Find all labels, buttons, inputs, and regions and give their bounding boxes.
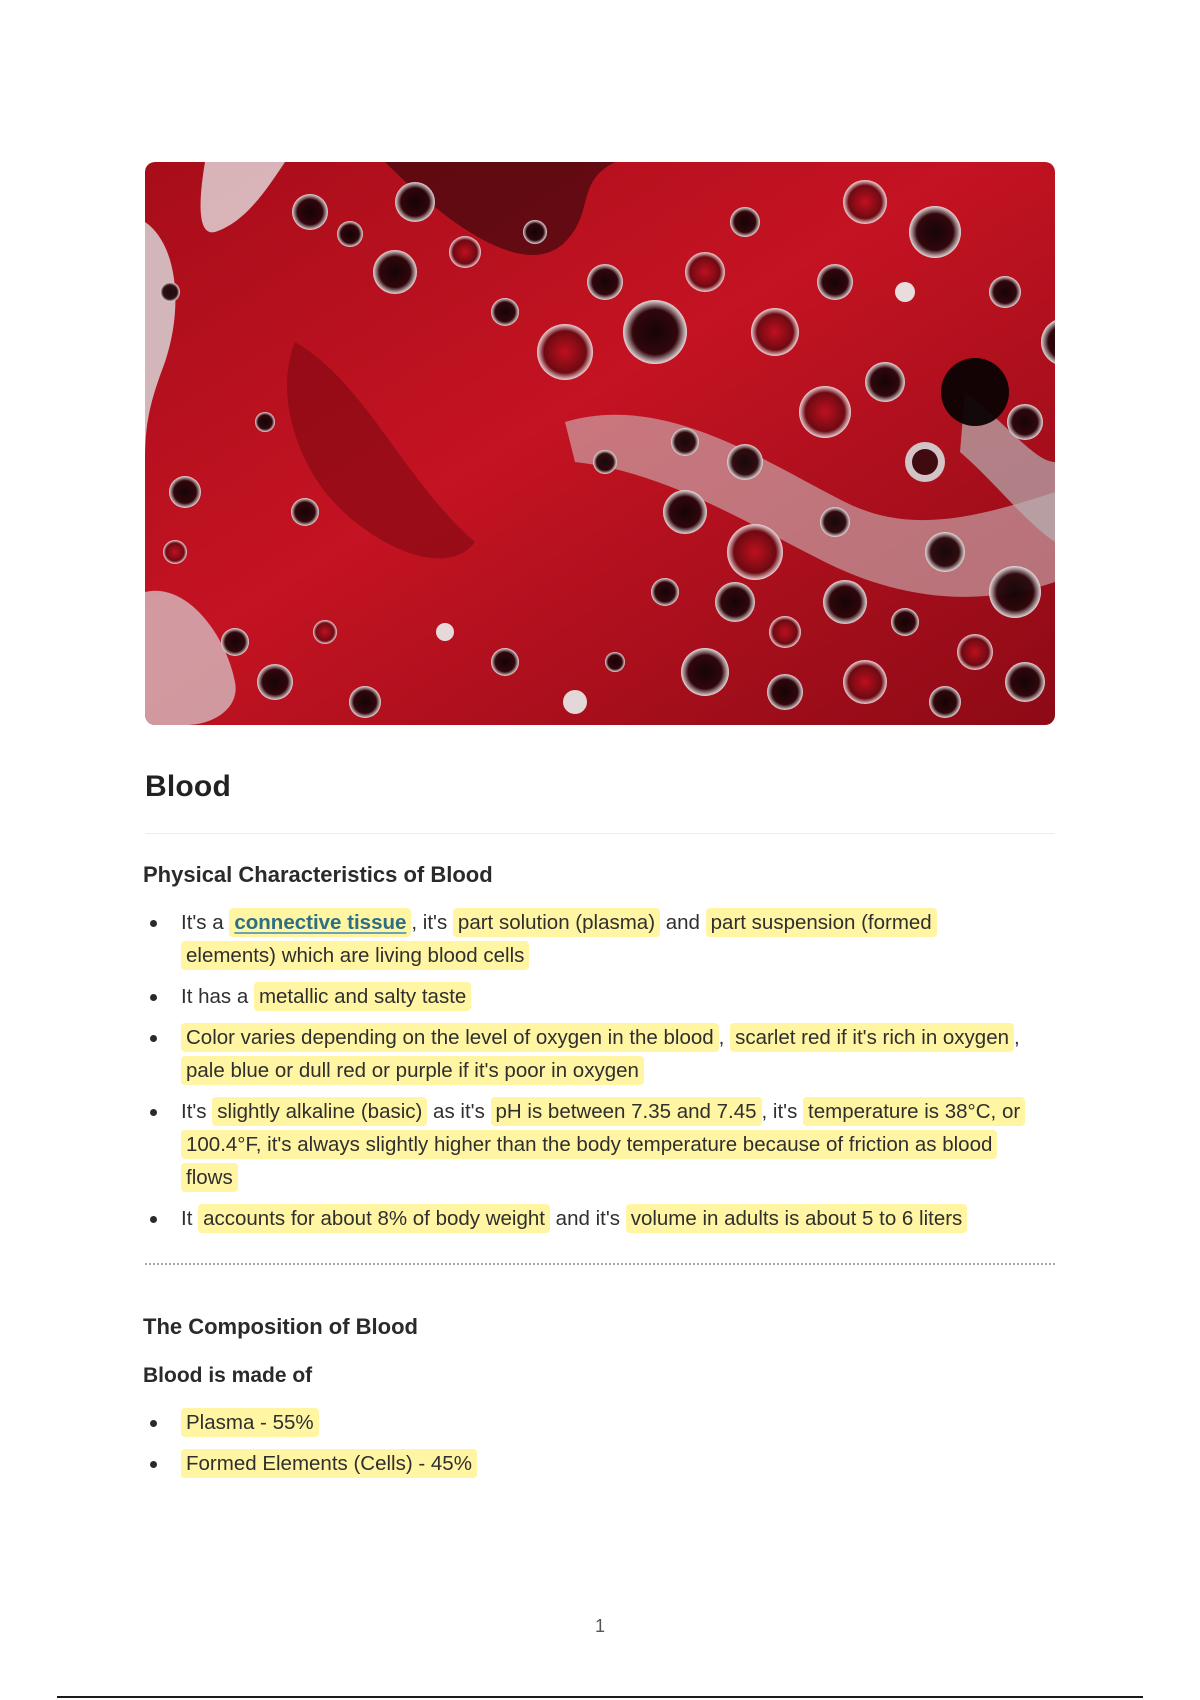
highlight: part solution (plasma) <box>453 908 660 937</box>
highlight: part suspension (formed elements) which are living blood cells <box>181 908 937 970</box>
page-bottom-border <box>57 1696 1143 1698</box>
list-item: It's slightly alkaline (basic) as it's pH is between 7.35 and 7.45 , it's temperature is 38°C, or 100.4°F, it's always slightly higher than the body temperature because of friction as blood flows <box>143 1095 1023 1194</box>
highlight: Plasma - 55% <box>181 1408 319 1437</box>
list-item: It accounts for about 8% of body weight and it's volume in adults is about 5 to 6 liters <box>143 1202 1023 1235</box>
highlight: slightly alkaline (basic) <box>212 1097 427 1126</box>
highlight: Color varies depending on the level of oxygen in the blood <box>181 1023 719 1052</box>
section-heading-physical-characteristics: Physical Characteristics of Blood <box>143 862 493 887</box>
list-item <box>143 1406 1023 1439</box>
page-number: 1 <box>594 1616 605 1636</box>
title-divider <box>145 833 1055 834</box>
list-item <box>143 1447 1023 1480</box>
composition-list <box>143 1406 1023 1488</box>
connective-tissue-link[interactable]: connective tissue <box>229 908 411 937</box>
cover-image <box>145 162 1055 725</box>
section-heading-composition: The Composition of Blood <box>143 1314 418 1339</box>
highlight: Formed Elements (Cells) - 45% <box>181 1449 477 1478</box>
subheading-blood-is-made-of: Blood is made of <box>143 1364 313 1387</box>
highlight: metallic and salty taste <box>254 982 471 1011</box>
highlight: scarlet red if it's rich in oxygen <box>730 1023 1014 1052</box>
list-item: It's a connective tissue , it's part solution (plasma) and part suspension (formed elements) which are living blood cells <box>143 906 1023 972</box>
document-title: Blood <box>145 770 231 803</box>
highlight: pale blue or dull red or purple if it's poor in oxygen <box>181 1056 644 1085</box>
highlight: pH is between 7.35 and 7.45 <box>491 1097 762 1126</box>
section-divider <box>145 1263 1055 1265</box>
list-item: It has a metallic and salty taste <box>143 980 1023 1013</box>
list-item: Color varies depending on the level of oxygen in the blood , scarlet red if it's rich in oxygen , pale blue or dull red or purple if it's poor in oxygen <box>143 1021 1023 1087</box>
highlight: accounts for about 8% of body weight <box>198 1204 550 1233</box>
physical-characteristics-list <box>143 906 1023 1243</box>
highlight: temperature is 38°C, or 100.4°F, it's always slightly higher than the body temperature because of friction as blood flows <box>181 1097 1025 1192</box>
highlight: volume in adults is about 5 to 6 liters <box>626 1204 968 1233</box>
abstract-red-fluid-art-image <box>145 162 1055 725</box>
